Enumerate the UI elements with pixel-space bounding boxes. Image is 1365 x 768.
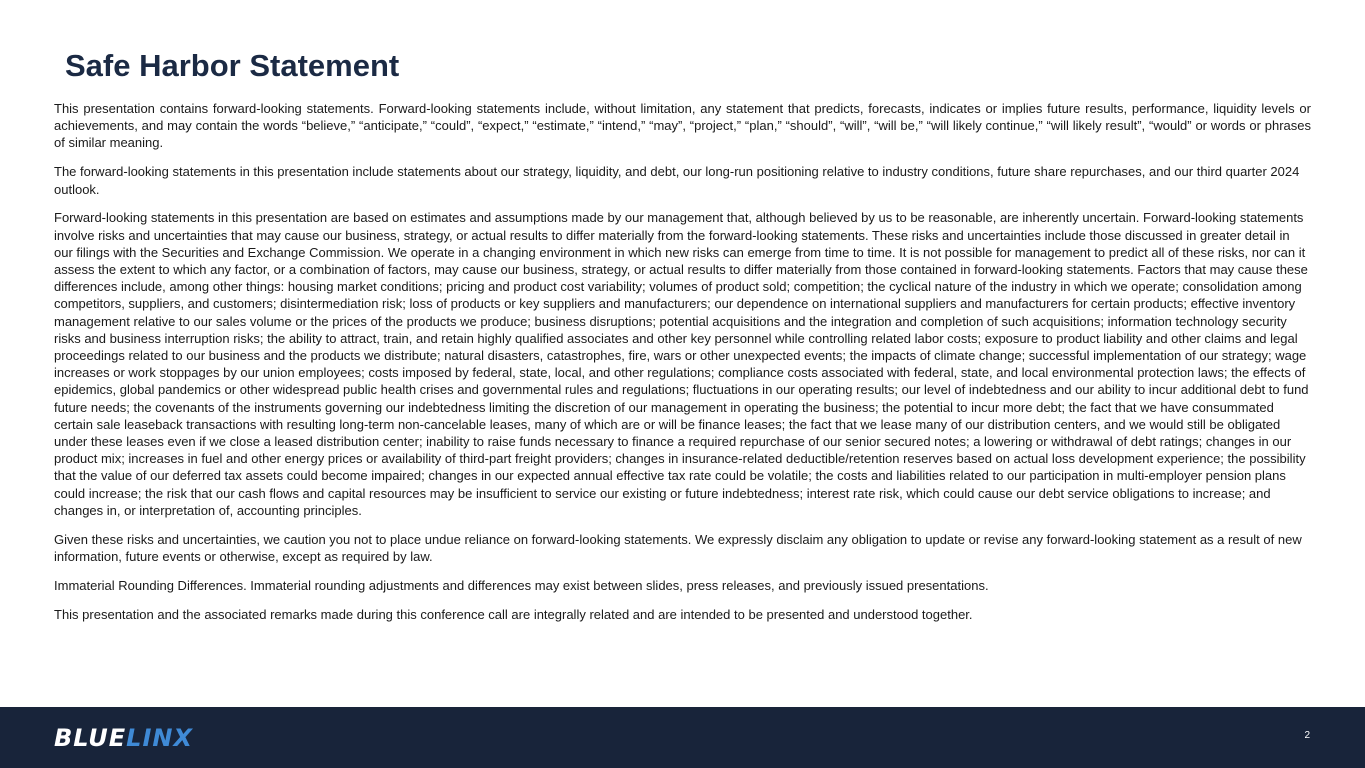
bluelinx-logo	[54, 724, 193, 752]
paragraph-rounding-differences: Immaterial Rounding Differences. Immaterial rounding adjustments and differences may exist between slides, press releases, and previously issued presentations.	[54, 577, 989, 593]
logo-text-blue: BLUE	[54, 724, 127, 752]
safe-harbor-body	[54, 100, 1311, 635]
paragraph-disclaimer: Given these risks and uncertainties, we caution you not to place undue reliance on forward-looking statements. We expressly disclaim any obligation to update or revise any forward-looking statement as a result of new information, future events or otherwise, except as required by law.	[54, 531, 1302, 564]
logo-text-linx: LINX	[126, 724, 193, 752]
paragraph-statements-included: The forward-looking statements in this presentation include statements about our strategy, liquidity, and debt, our long-run positioning relative to industry conditions, future share repurchases, and our third quarter 2024 outlook.	[54, 164, 1300, 197]
footer-bar	[0, 707, 1365, 768]
paragraph-forward-looking-definition: This presentation contains forward-looking statements. Forward-looking statements include, without limitation, any statement that predicts, forecasts, indicates or implies future results, performance, liquidity levels or achievements, and may contain the words “believe,” “anticipate,” “could”, “expect,” “estimate,” “intend,” “may”, “project,” “plan,” “should”, “will”, “will be,” “will likely continue,” “will likely result”, “would” or words or phrases of similar meaning.	[54, 101, 1311, 151]
slide-title: Safe Harbor Statement	[65, 48, 400, 83]
paragraph-risk-factors: Forward-looking statements in this presentation are based on estimates and assumptions made by our management that, although believed by us to be reasonable, are inherently uncertain. Forward-looking statements involve risks and uncertainties that may cause our business, strategy, or actual results to differ materially from the forward-looking statements. These risks and uncertainties include those discussed in greater detail in our filings with the Securities and Exchange Commission. We operate in a changing environment in which new risks can emerge from time to time. It is not possible for management to predict all of these risks, nor can it assess the extent to which any factor, or a combination of factors, may cause our business, strategy, or actual results to differ materially from those contained in forward-looking statements. Factors that may cause these differences include, among other things: housing market conditions; pricing and product cost variability; volumes of product sold; competition; the cyclical nature of the industry in which we operate; consolidation among competitors, suppliers, and customers; disintermediation risk; loss of products or key suppliers and manufacturers; our dependence on international suppliers and manufacturers for certain products; effective inventory management relative to our sales volume or the prices of the products we produce; business disruptions; potential acquisitions and the integration and completion of such acquisitions; information technology security risks and business interruption risks; the ability to attract, train, and retain highly qualified associates and other key personnel while controlling related labor costs; exposure to product liability and other claims and legal proceedings related to our business and the products we distribute; natural disasters, catastrophes, fire, wars or other unexpected events; the impacts of climate change; successful implementation of our strategy; wage increases or work stoppages by our union employees; costs imposed by federal, state, local, and other regulations; compliance costs associated with federal, state, and local environmental protection laws; the effects of epidemics, global pandemics or other widespread public health crises and governmental rules and regulations; fluctuations in our operating results; our level of indebtedness and our ability to incur additional debt to fund future needs; the covenants of the instruments governing our indebtedness limiting the discretion of our management in operating the business; the potential to incur more debt; the fact that we have consummated certain sale leaseback transactions with resulting long-term non-cancelable leases, many of which are or will be finance leases; the fact that we lease many of our distribution centers, and we would still be obligated under these leases even if we close a leased distribution center; inability to raise funds necessary to finance a required repurchase of our senior secured notes; a lowering or withdrawal of debt ratings; changes in our product mix; increases in fuel and other energy prices or availability of third-part freight providers; changes in insurance-related deductible/retention reserves based on actual loss development experience; the possibility that the value of our deferred tax assets could become impaired; changes in our expected annual effective tax rate could be volatile; the costs and liabilities related to our participation in multi-employer pension plans could increase; the risk that our cash flows and capital resources may be insufficient to service our existing or future indebtedness; interest rate risk, which could cause our debt service obligations to increase; and changes in, or interpretation of, accounting principles.	[54, 210, 1309, 518]
page-number: 2	[1304, 730, 1310, 741]
paragraph-conference-call: This presentation and the associated remarks made during this conference call are integrally related and are intended to be presented and understood together.	[54, 606, 973, 622]
